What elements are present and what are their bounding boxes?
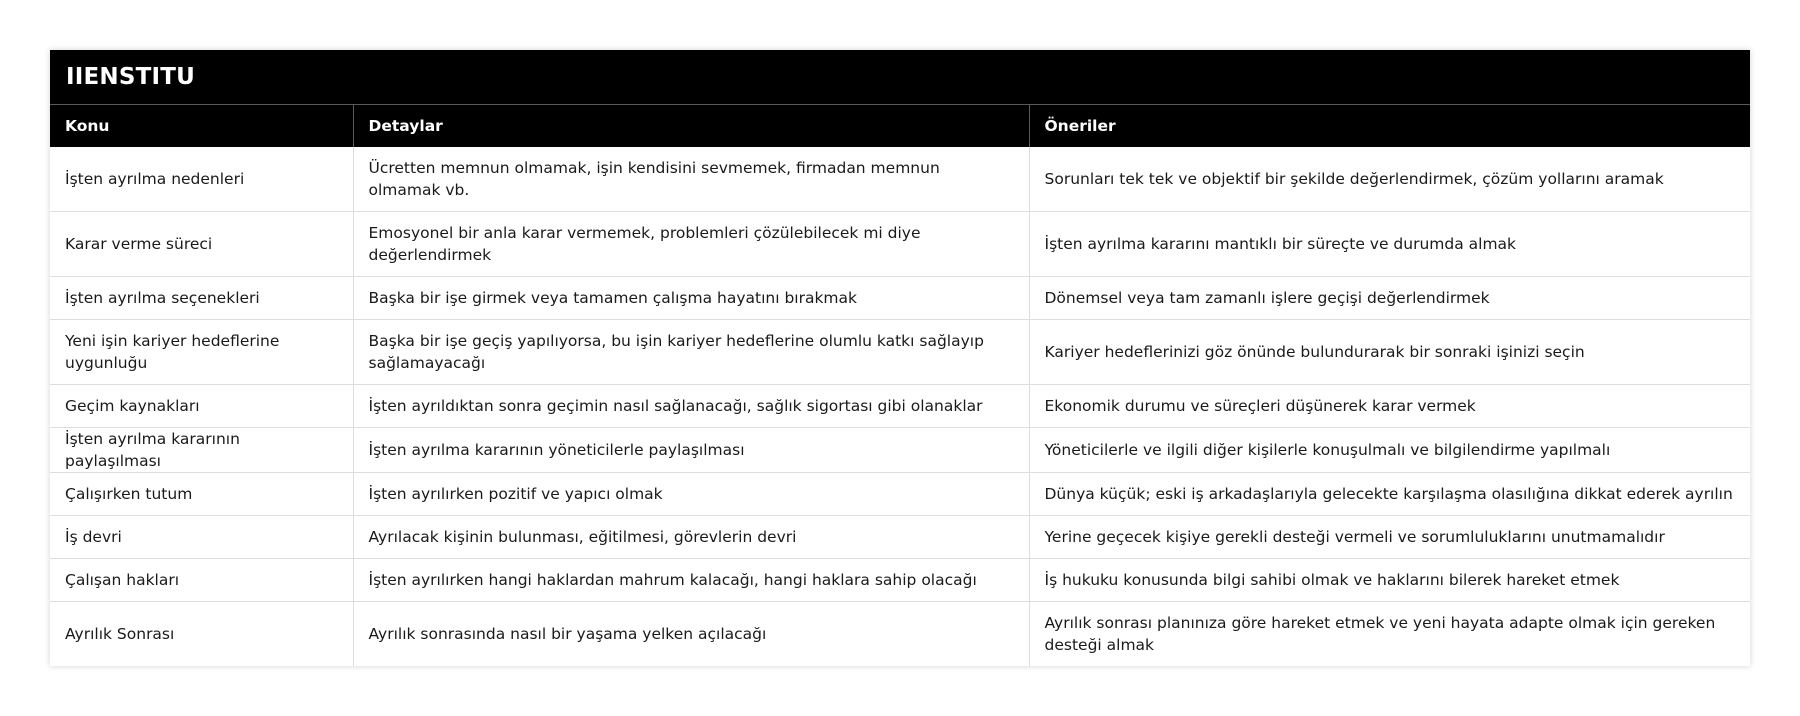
table-row bbox=[50, 320, 1750, 385]
cell-oneriler: Ayrılık sonrası planınıza göre hareket etmek ve yeni hayata adapte olmak için gereken desteği almak bbox=[1029, 602, 1750, 667]
cell-oneriler: Yöneticilerle ve ilgili diğer kişilerle konuşulmalı ve bilgilendirme yapılmalı bbox=[1029, 428, 1750, 473]
table-row bbox=[50, 277, 1750, 320]
table-row bbox=[50, 559, 1750, 602]
cell-detaylar: İşten ayrılma kararının yöneticilerle paylaşılması bbox=[353, 428, 1029, 473]
table-row bbox=[50, 212, 1750, 277]
cell-detaylar: Ayrılık sonrasında nasıl bir yaşama yelken açılacağı bbox=[353, 602, 1029, 667]
table-card bbox=[50, 50, 1750, 666]
cell-konu: İşten ayrılma kararının paylaşılması bbox=[50, 428, 353, 473]
cell-oneriler: Dönemsel veya tam zamanlı işlere geçişi değerlendirmek bbox=[1029, 277, 1750, 320]
cell-oneriler: Kariyer hedeflerinizi göz önünde bulundurarak bir sonraki işinizi seçin bbox=[1029, 320, 1750, 385]
cell-oneriler: İşten ayrılma kararını mantıklı bir süreçte ve durumda almak bbox=[1029, 212, 1750, 277]
cell-konu: Geçim kaynakları bbox=[50, 385, 353, 428]
cell-detaylar: Başka bir işe geçiş yapılıyorsa, bu işin kariyer hedeflerine olumlu katkı sağlayıp sağlamayacağı bbox=[353, 320, 1029, 385]
cell-detaylar: Ücretten memnun olmamak, işin kendisini sevmemek, firmadan memnun olmamak vb. bbox=[353, 147, 1029, 212]
cell-detaylar: Emosyonel bir anla karar vermemek, problemleri çözülebilecek mi diye değerlendirmek bbox=[353, 212, 1029, 277]
cell-oneriler: Yerine geçecek kişiye gerekli desteği vermeli ve sorumluluklarını unutmamalıdır bbox=[1029, 516, 1750, 559]
cell-oneriler: İş hukuku konusunda bilgi sahibi olmak ve haklarını bilerek hareket etmek bbox=[1029, 559, 1750, 602]
table-row bbox=[50, 147, 1750, 212]
cell-konu: İşten ayrılma seçenekleri bbox=[50, 277, 353, 320]
cell-konu: Çalışan hakları bbox=[50, 559, 353, 602]
column-header-oneriler: Öneriler bbox=[1029, 105, 1750, 147]
cell-detaylar: İşten ayrıldıktan sonra geçimin nasıl sağlanacağı, sağlık sigortası gibi olanaklar bbox=[353, 385, 1029, 428]
data-table bbox=[50, 105, 1750, 666]
table-row bbox=[50, 602, 1750, 667]
cell-konu: İşten ayrılma nedenleri bbox=[65, 170, 245, 188]
cell-konu: Karar verme süreci bbox=[50, 212, 353, 277]
table-row bbox=[50, 473, 1750, 516]
cell-detaylar: İşten ayrılırken hangi haklardan mahrum kalacağı, hangi haklara sahip olacağı bbox=[353, 559, 1029, 602]
cell-konu: Yeni işin kariyer hedeflerine uygunluğu bbox=[50, 320, 353, 385]
cell-detaylar: İşten ayrılırken pozitif ve yapıcı olmak bbox=[353, 473, 1029, 516]
banner-title: IIENSTITU bbox=[50, 50, 1750, 105]
cell-oneriler: Dünya küçük; eski iş arkadaşlarıyla gelecekte karşılaşma olasılığına dikkat ederek ayrılın bbox=[1029, 473, 1750, 516]
column-header-konu: Konu bbox=[50, 105, 353, 147]
cell-konu: Çalışırken tutum bbox=[50, 473, 353, 516]
cell-konu: İş devri bbox=[50, 516, 353, 559]
table-row bbox=[50, 516, 1750, 559]
column-header-detaylar: Detaylar bbox=[353, 105, 1029, 147]
table-row bbox=[50, 428, 1750, 473]
cell-konu: Ayrılık Sonrası bbox=[50, 602, 353, 667]
cell-detaylar: Başka bir işe girmek veya tamamen çalışma hayatını bırakmak bbox=[353, 277, 1029, 320]
header-row bbox=[50, 105, 1750, 147]
cell-oneriler: Ekonomik durumu ve süreçleri düşünerek karar vermek bbox=[1029, 385, 1750, 428]
cell-detaylar: Ayrılacak kişinin bulunması, eğitilmesi, görevlerin devri bbox=[353, 516, 1029, 559]
cell-oneriler: Sorunları tek tek ve objektif bir şekilde değerlendirmek, çözüm yollarını aramak bbox=[1029, 147, 1750, 212]
table-row bbox=[50, 385, 1750, 428]
